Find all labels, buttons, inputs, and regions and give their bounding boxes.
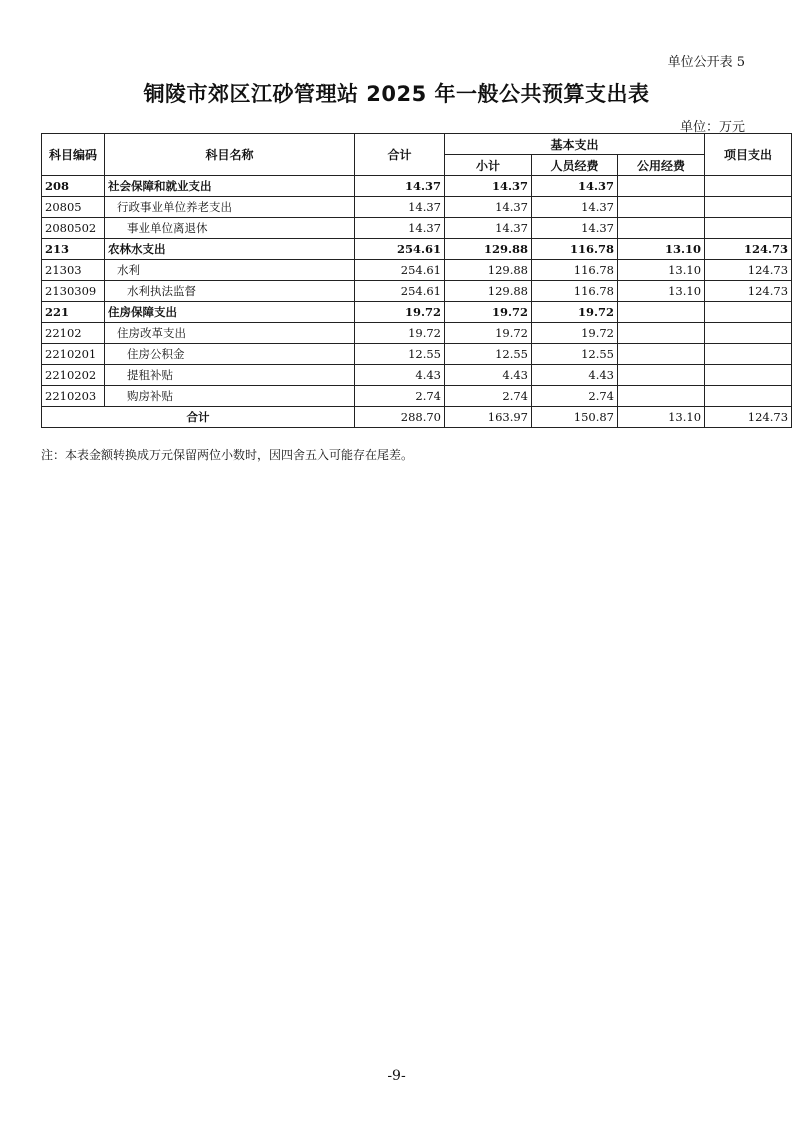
cell-public: [618, 344, 705, 365]
cell-code: 2210202: [42, 365, 105, 386]
table-row: [42, 302, 792, 323]
cell-public: 13.10: [618, 281, 705, 302]
cell-name: 水利: [105, 260, 355, 281]
cell-total: 4.43: [355, 365, 445, 386]
cell-project: [705, 386, 792, 407]
cell-personnel: 19.72: [532, 323, 618, 344]
cell-subtotal: 129.88: [445, 260, 532, 281]
cell-name: 社会保障和就业支出: [105, 176, 355, 197]
col-header-project: 项目支出: [705, 134, 792, 176]
table-number: 单位公开表 5: [667, 55, 745, 70]
cell-personnel: 14.37: [532, 176, 618, 197]
cell-project: 124.73: [705, 260, 792, 281]
cell-code: 2210201: [42, 344, 105, 365]
cell-name: 农林水支出: [105, 239, 355, 260]
table-row: [42, 260, 792, 281]
cell-name: 住房保障支出: [105, 302, 355, 323]
cell-name: 行政事业单位养老支出: [105, 197, 355, 218]
cell-name: 事业单位离退休: [105, 218, 355, 239]
table-row: [42, 323, 792, 344]
cell-name: 提租补贴: [105, 365, 355, 386]
total-total: 288.70: [355, 407, 445, 428]
cell-personnel: 116.78: [532, 281, 618, 302]
cell-total: 254.61: [355, 260, 445, 281]
cell-code: 221: [42, 302, 105, 323]
col-header-total: 合计: [355, 134, 445, 176]
cell-total: 254.61: [355, 239, 445, 260]
page-number: -9-: [387, 1068, 406, 1084]
page-title: 铜陵市郊区江砂管理站 2025 年一般公共预算支出表: [143, 82, 650, 106]
cell-code: 22102: [42, 323, 105, 344]
table-row: [42, 176, 792, 197]
cell-code: 2130309: [42, 281, 105, 302]
col-header-code: 科目编码: [42, 134, 105, 176]
col-header-public: 公用经费: [618, 155, 705, 176]
cell-total: 2.74: [355, 386, 445, 407]
cell-project: [705, 197, 792, 218]
cell-total: 14.37: [355, 176, 445, 197]
cell-subtotal: 4.43: [445, 365, 532, 386]
cell-public: [618, 197, 705, 218]
cell-name: 水利执法监督: [105, 281, 355, 302]
cell-personnel: 19.72: [532, 302, 618, 323]
table-note: 注：本表金额转换成万元保留两位小数时，因四舍五入可能存在尾差。: [41, 448, 414, 462]
cell-public: [618, 302, 705, 323]
table-body: [42, 176, 792, 428]
total-subtotal: 163.97: [445, 407, 532, 428]
cell-code: 208: [42, 176, 105, 197]
cell-subtotal: 129.88: [445, 239, 532, 260]
table-row: [42, 281, 792, 302]
total-public: 13.10: [618, 407, 705, 428]
cell-subtotal: 19.72: [445, 323, 532, 344]
cell-subtotal: 14.37: [445, 197, 532, 218]
cell-subtotal: 14.37: [445, 218, 532, 239]
cell-name: 住房公积金: [105, 344, 355, 365]
cell-public: [618, 176, 705, 197]
cell-personnel: 116.78: [532, 260, 618, 281]
total-project: 124.73: [705, 407, 792, 428]
cell-subtotal: 129.88: [445, 281, 532, 302]
cell-total: 14.37: [355, 218, 445, 239]
cell-public: [618, 218, 705, 239]
cell-name: 购房补贴: [105, 386, 355, 407]
cell-project: [705, 323, 792, 344]
cell-public: [618, 323, 705, 344]
total-personnel: 150.87: [532, 407, 618, 428]
table-row: [42, 197, 792, 218]
col-header-basic: 基本支出: [445, 134, 705, 155]
cell-public: 13.10: [618, 239, 705, 260]
cell-project: [705, 344, 792, 365]
cell-personnel: 14.37: [532, 197, 618, 218]
table-row: [42, 386, 792, 407]
cell-code: 2080502: [42, 218, 105, 239]
table-row: [42, 344, 792, 365]
total-row: [42, 407, 792, 428]
cell-subtotal: 14.37: [445, 176, 532, 197]
cell-project: [705, 176, 792, 197]
col-header-personnel: 人员经费: [532, 155, 618, 176]
cell-code: 21303: [42, 260, 105, 281]
cell-subtotal: 19.72: [445, 302, 532, 323]
total-label: 合计: [42, 407, 355, 428]
budget-table: [41, 133, 792, 428]
cell-personnel: 2.74: [532, 386, 618, 407]
unit-label: 单位：万元: [679, 120, 745, 135]
table-header: [42, 134, 792, 176]
cell-project: 124.73: [705, 239, 792, 260]
cell-total: 19.72: [355, 302, 445, 323]
table-row: [42, 218, 792, 239]
cell-code: 213: [42, 239, 105, 260]
cell-total: 12.55: [355, 344, 445, 365]
cell-personnel: 12.55: [532, 344, 618, 365]
cell-public: [618, 365, 705, 386]
table-row: [42, 239, 792, 260]
cell-project: [705, 218, 792, 239]
cell-total: 19.72: [355, 323, 445, 344]
cell-project: [705, 302, 792, 323]
cell-subtotal: 2.74: [445, 386, 532, 407]
cell-name: 住房改革支出: [105, 323, 355, 344]
cell-code: 20805: [42, 197, 105, 218]
cell-personnel: 14.37: [532, 218, 618, 239]
cell-public: [618, 386, 705, 407]
cell-public: 13.10: [618, 260, 705, 281]
cell-code: 2210203: [42, 386, 105, 407]
cell-personnel: 116.78: [532, 239, 618, 260]
col-header-subtotal: 小计: [445, 155, 532, 176]
cell-project: [705, 365, 792, 386]
table-row: [42, 365, 792, 386]
cell-subtotal: 12.55: [445, 344, 532, 365]
cell-project: 124.73: [705, 281, 792, 302]
col-header-name: 科目名称: [105, 134, 355, 176]
cell-total: 254.61: [355, 281, 445, 302]
cell-total: 14.37: [355, 197, 445, 218]
cell-personnel: 4.43: [532, 365, 618, 386]
